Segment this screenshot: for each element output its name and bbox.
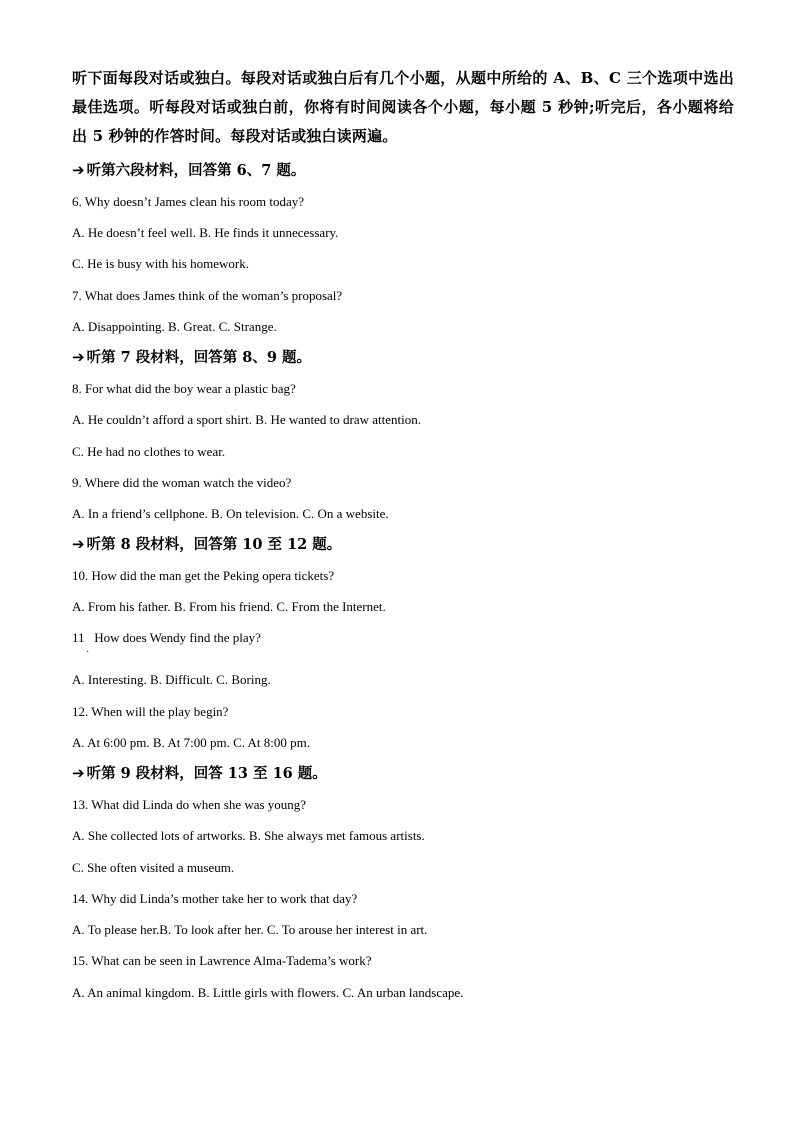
question-15: 15. What can be seen in Lawrence Alma-Tadema’s work? — [72, 953, 372, 968]
question-6-options: A. He doesn’t feel well. B. He finds it unnecessary. — [72, 225, 339, 240]
question-11: 11 How does Wendy find the play? — [72, 630, 261, 645]
question-11-options: A. Interesting. B. Difficult. C. Boring. — [72, 672, 271, 687]
right-arrow-icon: ➔ — [72, 764, 85, 782]
section-heading: ➔ 听第 9 段材料，回答 13 至 16 题。 — [72, 764, 327, 782]
question-10: 10. How did the man get the Peking opera tickets? — [72, 568, 335, 583]
question-8-options: C. He had no clothes to wear. — [72, 444, 226, 459]
question-7: 7. What does James think of the woman’s proposal? — [72, 288, 343, 303]
question-7-options: A. Disappointing. B. Great. C. Strange. — [72, 319, 277, 334]
question-13-options: C. She often visited a museum. — [72, 860, 235, 875]
question-9-options: A. In a friend’s cellphone. B. On television. C. On a website. — [72, 506, 389, 521]
question-15-options: A. An animal kingdom. B. Little girls with flowers. C. An urban landscape. — [72, 985, 464, 1000]
section-heading: ➔ 听第 8 段材料，回答第 10 至 12 题。 — [72, 535, 342, 553]
right-arrow-icon: ➔ — [72, 161, 85, 179]
question-8: 8. For what did the boy wear a plastic bag? — [72, 381, 296, 396]
section-heading: ➔ 听第六段材料，回答第 6、7 题。 — [72, 161, 306, 179]
question-13-options: A. She collected lots of artworks. B. She always met famous artists. — [72, 828, 425, 843]
question-12-options: A. At 6:00 pm. B. At 7:00 pm. C. At 8:00 pm. — [72, 735, 310, 750]
stray-mark: · — [86, 647, 90, 658]
question-6-options: C. He is busy with his homework. — [72, 256, 249, 271]
question-12: 12. When will the play begin? — [72, 704, 229, 719]
question-14: 14. Why did Linda’s mother take her to work that day? — [72, 891, 358, 906]
question-10-options: A. From his father. B. From his friend. C. From the Internet. — [72, 599, 386, 614]
question-8-options: A. He couldn’t afford a sport shirt. B. He wanted to draw attention. — [72, 412, 421, 427]
right-arrow-icon: ➔ — [72, 535, 85, 553]
question-6: 6. Why doesn’t James clean his room today? — [72, 194, 305, 209]
question-9: 9. Where did the woman watch the video? — [72, 475, 292, 490]
question-14-options: A. To please her.B. To look after her. C. To arouse her interest in art. — [72, 922, 428, 937]
section-heading: ➔ 听第 7 段材料，回答第 8、9 题。 — [72, 348, 312, 366]
instructions-paragraph: 听下面每段对话或独白。每段对话或独白后有几个小题，从题中所给的 A、B、C 三个选项中选出最佳选项。听每段对话或独白前，你将有时间阅读各个小题，每小题 5 秒钟;听完后，各小题将给出 5 秒钟的作答时间。每段对话或独白读两遍。 — [72, 69, 734, 145]
question-13: 13. What did Linda do when she was young? — [72, 797, 307, 812]
right-arrow-icon: ➔ — [72, 348, 85, 366]
